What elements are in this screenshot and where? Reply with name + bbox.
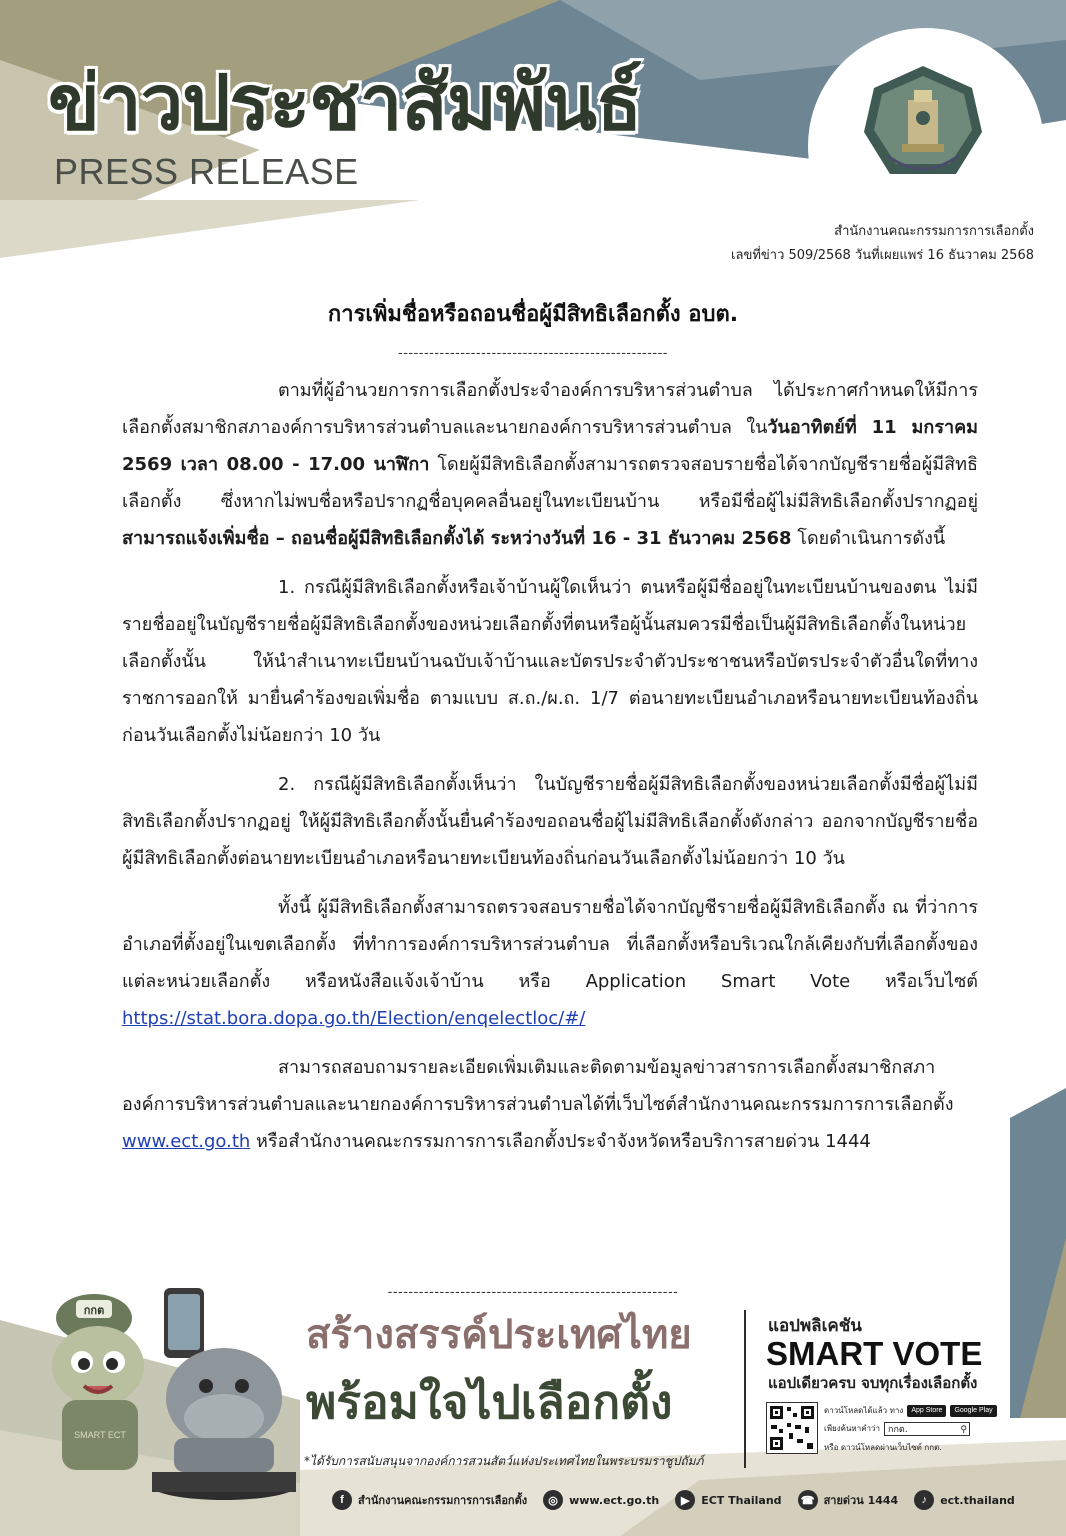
election-date-highlight: วันอาทิตย์ที่ 11 มกราคม 2569 เวลา 08.00 - 17.00 นาฬิกา bbox=[122, 417, 979, 475]
tiktok-icon: ♪ bbox=[914, 1490, 934, 1510]
mascot-illustration bbox=[24, 1288, 304, 1508]
youtube-icon: ▶ bbox=[675, 1490, 695, 1510]
zoo-support-note: *ได้รับการสนับสนุนจากองค์การสวนสัตว์แห่งประเทศไทยในพระบรมราชูปถัมภ์ bbox=[304, 1454, 704, 1468]
banner-separator bbox=[744, 1310, 746, 1468]
registration-period-highlight: สามารถแจ้งเพิ่มชื่อ – ถอนชื่อผู้มีสิทธิเลือกตั้งได้ ระหว่างวันที่ 16 - 31 ธันวาคม 2568 bbox=[122, 528, 792, 549]
masthead-title: ข่าวประชาสัมพันธ์ bbox=[48, 58, 642, 147]
paragraph-intro: ตามที่ผู้อำนวยการการเลือกตั้งประจำองค์การบริหารส่วนตำบล ได้ประกาศกำหนดให้มีการเลือกตั้งสมาชิกสภาองค์การบริหารส่วนตำบลและนายกองค์การบริหารส่วนตำบล ในวันอาทิตย์ที่ 11 มกราคม 2569 เวลา 08.00 - 17.00 นาฬิกา โดยผู้มีสิทธิเลือกตั้งสามารถตรวจสอบรายชื่อได้จากบัญชีรายชื่อผู้มีสิทธิเลือกตั้ง ซึ่งหากไม่พบชื่อหรือปรากฏชื่อบุคคลอื่นอยู่ในทะเบียนบ้าน หรือมีชื่อผู้ไม่มีสิทธิเลือกตั้งปรากฏอยู่ สามารถแจ้งเพิ่มชื่อ – ถอนชื่อผู้มีสิทธิเลือกตั้งได้ ระหว่างวันที่ 16 - 31 ธันวาคม 2568 โดยดำเนินการดังนี้ bbox=[122, 380, 979, 549]
youtube-channel-link[interactable]: ECT Thailand bbox=[701, 1493, 782, 1507]
globe-icon: ◎ bbox=[543, 1490, 563, 1510]
google-play-badge[interactable]: Google Play bbox=[950, 1405, 996, 1417]
slogan-line-2: พร้อมใจไปเลือกตั้ง bbox=[306, 1375, 673, 1429]
masthead-subtitle: PRESS RELEASE bbox=[54, 151, 359, 192]
facebook-icon: f bbox=[332, 1490, 352, 1510]
ect-website-link[interactable]: www.ect.go.th bbox=[122, 1131, 251, 1152]
news-number-and-date: เลขที่ข่าว 509/2568 วันที่เผยแพร่ 16 ธันวาคม 2568 bbox=[731, 248, 1034, 263]
app-name: SMART VOTE bbox=[766, 1335, 983, 1372]
phone-icon: ☎ bbox=[798, 1490, 818, 1510]
search-icon: ⚲ bbox=[960, 1425, 968, 1435]
hotline-number[interactable]: สายด่วน 1444 bbox=[823, 1494, 899, 1507]
search-row bbox=[824, 1422, 970, 1436]
paragraph-remove-name: 2. กรณีผู้มีสิทธิเลือกตั้งเห็นว่า ในบัญชีรายชื่อผู้มีสิทธิเลือกตั้งของหน่วยเลือกตั้งมีชื่อผู้ไม่มีสิทธิเลือกตั้งปรากฏอยู่ ให้ผู้มีสิทธิเลือกตั้งนั้นยื่นคำร้องขอถอนชื่อผู้ไม่มีสิทธิเลือกตั้งดังกล่าว ออกจากบัญชีรายชื่อผู้มีสิทธิเลือกตั้งต่อนายทะเบียนอำเภอหรือนายทะเบียนท้องถิ่นก่อนวันเลือกตั้งไม่น้อยกว่า 10 วัน bbox=[122, 774, 978, 869]
app-tagline: แอปเดียวครบ จบทุกเรื่องเลือกตั้ง bbox=[768, 1374, 978, 1392]
facebook-page-link[interactable]: สำนักงานคณะกรรมการการเลือกตั้ง bbox=[358, 1494, 528, 1507]
title-divider: ---------------------------------------------------- bbox=[398, 346, 668, 361]
website-link[interactable]: www.ect.go.th bbox=[569, 1493, 660, 1507]
document-body bbox=[122, 372, 978, 1172]
qr-code-icon[interactable] bbox=[766, 1402, 818, 1454]
ect-emblem-icon bbox=[858, 60, 988, 190]
paragraph-contact: สามารถสอบถามรายละเอียดเพิ่มเติมและติดตามข้อมูลข่าวสารการเลือกตั้งสมาชิกสภาองค์การบริหารส่วนตำบลและนายกองค์การบริหารส่วนตำบลได้ที่เว็บไซต์สำนักงานคณะกรรมการการเลือกตั้ง www.ect.go.th หรือสำนักงานคณะกรรมการการเลือกตั้งประจำจังหวัดหรือบริการสายด่วน 1444 bbox=[122, 1057, 954, 1152]
mascot-shirt-label: SMART ECT bbox=[74, 1430, 126, 1440]
store-search-box[interactable]: กกต. ⚲ bbox=[884, 1422, 970, 1436]
slogan-line-1: สร้างสรรค์ประเทศไทย bbox=[306, 1312, 692, 1358]
paragraph-add-name: 1. กรณีผู้มีสิทธิเลือกตั้งหรือเจ้าบ้านผู้ใดเห็นว่า ตนหรือผู้มีชื่ออยู่ในทะเบียนบ้านของตน ไม่มีรายชื่ออยู่ในบัญชีรายชื่อผู้มีสิทธิเลือกตั้งของหน่วยเลือกตั้งที่ตนหรือผู้นั้นสมควรมีชื่อเป็นผู้มีสิทธิเลือกตั้งในหน่วยเลือกตั้งนั้น ให้นำสำเนาทะเบียนบ้านฉบับเจ้าบ้านและบัตรประจำตัวประชาชนหรือบัตรประจำตัวอื่นใดที่ทางราชการออกให้ มายื่นคำร้องขอเพิ่มชื่อ ตามแบบ ส.ถ./ผ.ถ. 1/7 ต่อนายทะเบียนอำเภอหรือนายทะเบียนท้องถิ่น ก่อนวันเลือกตั้งไม่น้อยกว่า 10 วัน bbox=[122, 577, 978, 746]
paragraph-check-list: ทั้งนี้ ผู้มีสิทธิเลือกตั้งสามารถตรวจสอบรายชื่อได้จากบัญชีรายชื่อผู้มีสิทธิเลือกตั้ง ณ ที่ว่าการอำเภอที่ตั้งอยู่ในเขตเลือกตั้ง ที่ทำการองค์การบริหารส่วนตำบล ที่เลือกตั้งหรือบริเวณใกล้เคียงกับที่เลือกตั้งของแต่ละหน่วยเลือกตั้ง หรือหนังสือแจ้งเจ้าบ้าน หรือ Application Smart Vote หรือเว็บไซต์ https://stat.bora.dopa.go.th/Election/enqelectloc/#/ bbox=[122, 897, 978, 1029]
tiktok-account-link[interactable]: ect.thailand bbox=[940, 1493, 1015, 1507]
web-download-note: หรือ ดาวน์โหลดผ่านเว็บไซต์ กกต. bbox=[824, 1443, 942, 1452]
app-kicker: แอปพลิเคชัน bbox=[768, 1316, 862, 1336]
mascot-cap-label: กกต bbox=[83, 1304, 105, 1317]
store-row bbox=[824, 1404, 997, 1418]
bora-election-link[interactable]: https://stat.bora.dopa.go.th/Election/enqelectloc/#/ bbox=[122, 1008, 586, 1029]
download-text: ดาวน์โหลดได้แล้ว ทาง bbox=[824, 1406, 904, 1415]
app-store-badge[interactable]: App Store bbox=[907, 1405, 946, 1417]
agency-name: สำนักงานคณะกรรมการการเลือกตั้ง bbox=[834, 224, 1034, 239]
search-hint: เพียงค้นหาคำว่า bbox=[824, 1424, 881, 1433]
footer-contacts bbox=[0, 1482, 1066, 1518]
bottom-divider: -------------------------------------------------------- bbox=[387, 1285, 679, 1300]
document-title: การเพิ่มชื่อหรือถอนชื่อผู้มีสิทธิเลือกตั้ง อบต. bbox=[327, 302, 739, 327]
